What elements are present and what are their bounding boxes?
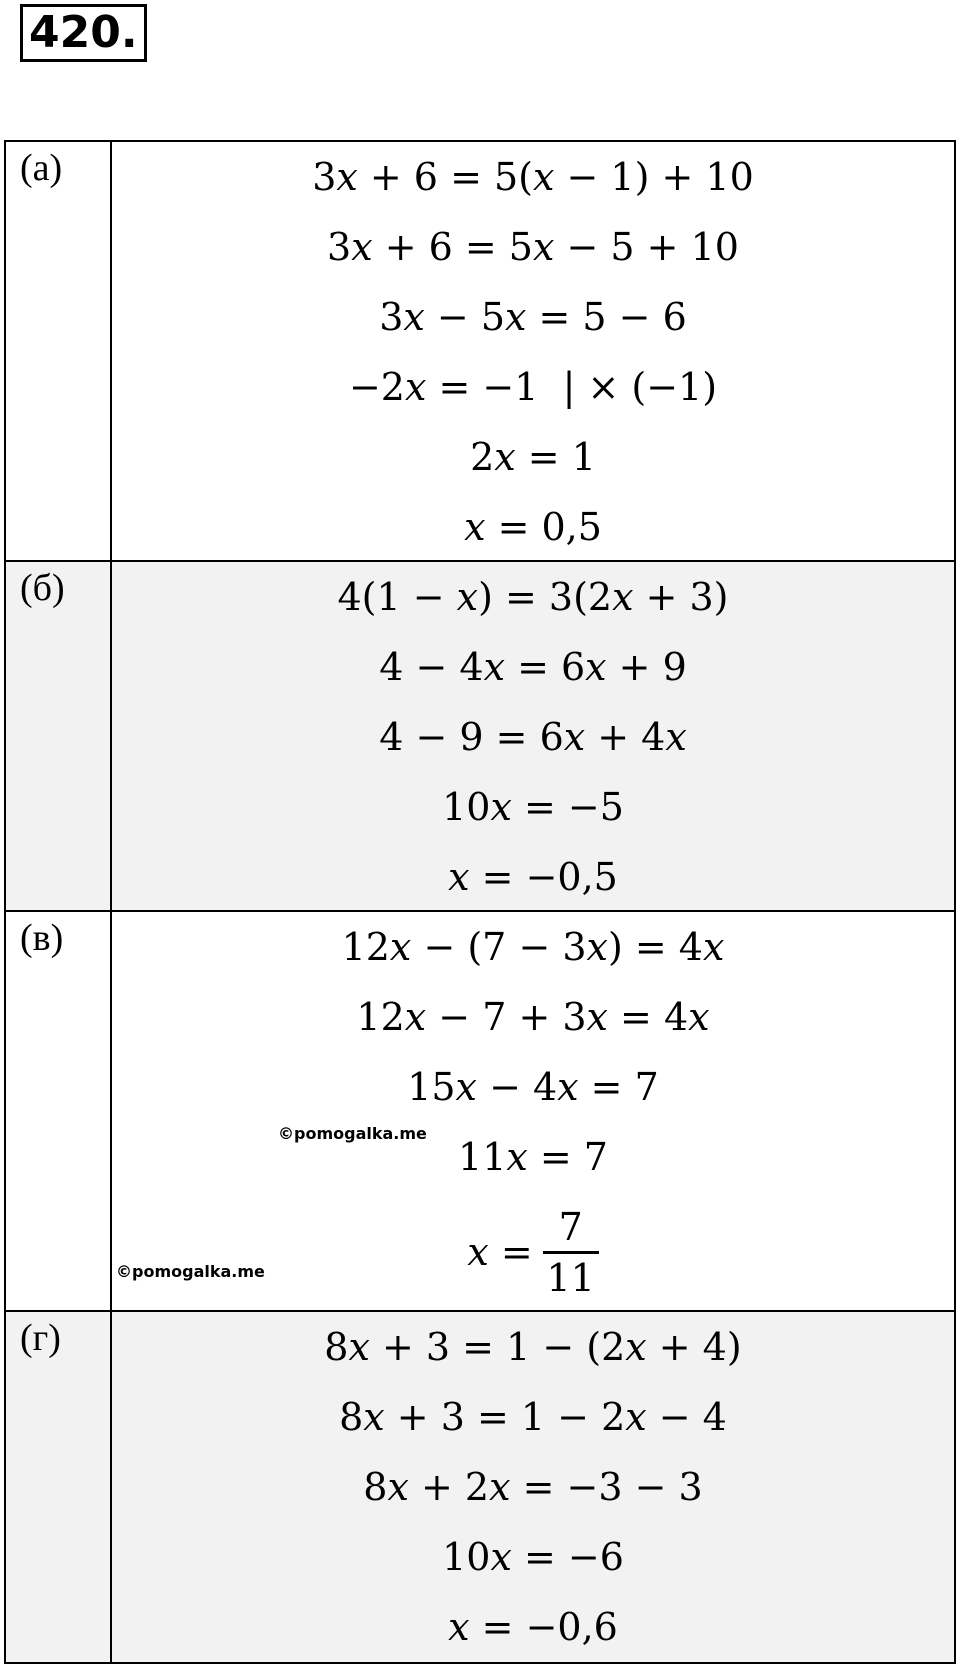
equation-line: 3𝑥 + 6 = 5(𝑥 − 1) + 10: [312, 155, 754, 199]
equation-cell: [111, 1311, 955, 1663]
watermark-text: ©pomogalka.me: [278, 1124, 427, 1143]
equation-line: 12𝑥 − (7 − 3𝑥) = 4𝑥: [341, 925, 725, 969]
solution-row-a: [5, 141, 955, 561]
equation-line: 10𝑥 = −6: [442, 1535, 624, 1579]
solution-row-c: [5, 911, 955, 1311]
equation-line: 3𝑥 + 6 = 5𝑥 − 5 + 10: [327, 225, 739, 269]
fraction-denominator: 11: [546, 1255, 595, 1300]
equation-line: −2𝑥 = −1 | × (−1): [348, 365, 718, 409]
equation-line: 3𝑥 − 5𝑥 = 5 − 6: [379, 295, 687, 339]
equation-line: 10𝑥 = −5: [442, 785, 624, 829]
equation-line: 8𝑥 + 3 = 1 − (2𝑥 + 4): [324, 1325, 742, 1369]
equation-line: 11𝑥 = 7: [458, 1135, 608, 1179]
problem-number: 420.: [20, 4, 147, 62]
row-label: (г): [5, 1311, 111, 1663]
fraction-lhs: 𝑥 =: [467, 1230, 533, 1274]
equation-line: 4 − 4𝑥 = 6𝑥 + 9: [379, 645, 687, 689]
solution-row-d: [5, 1311, 955, 1663]
row-label: (а): [5, 141, 111, 561]
equation-cell: [111, 141, 955, 561]
equation-cell: [111, 561, 955, 911]
solution-table: [4, 140, 956, 1664]
fraction-equation-line: [112, 1192, 954, 1312]
equation-cell: [111, 911, 955, 1311]
equation-line: 8𝑥 + 2𝑥 = −3 − 3: [363, 1465, 703, 1509]
fraction-numerator: 7: [558, 1204, 583, 1249]
equation-line: 4 − 9 = 6𝑥 + 4𝑥: [379, 715, 687, 759]
equation-line: 𝑥 = −0,6: [448, 1605, 618, 1649]
equation-line: 𝑥 = −0,5: [448, 855, 618, 899]
equation-line: 2𝑥 = 1: [470, 435, 596, 479]
equation-line: 4(1 − 𝑥) = 3(2𝑥 + 3): [337, 575, 729, 619]
equation-line: 8𝑥 + 3 = 1 − 2𝑥 − 4: [339, 1395, 727, 1439]
equation-line: 𝑥 = 0,5: [464, 505, 602, 549]
equation-line: 12𝑥 − 7 + 3𝑥 = 4𝑥: [356, 995, 710, 1039]
equation-line: 15𝑥 − 4𝑥 = 7: [407, 1065, 659, 1109]
watermark-text: ©pomogalka.me: [116, 1262, 265, 1281]
row-label: (в): [5, 911, 111, 1311]
solution-row-b: [5, 561, 955, 911]
row-label: (б): [5, 561, 111, 911]
fraction: [543, 1203, 599, 1302]
